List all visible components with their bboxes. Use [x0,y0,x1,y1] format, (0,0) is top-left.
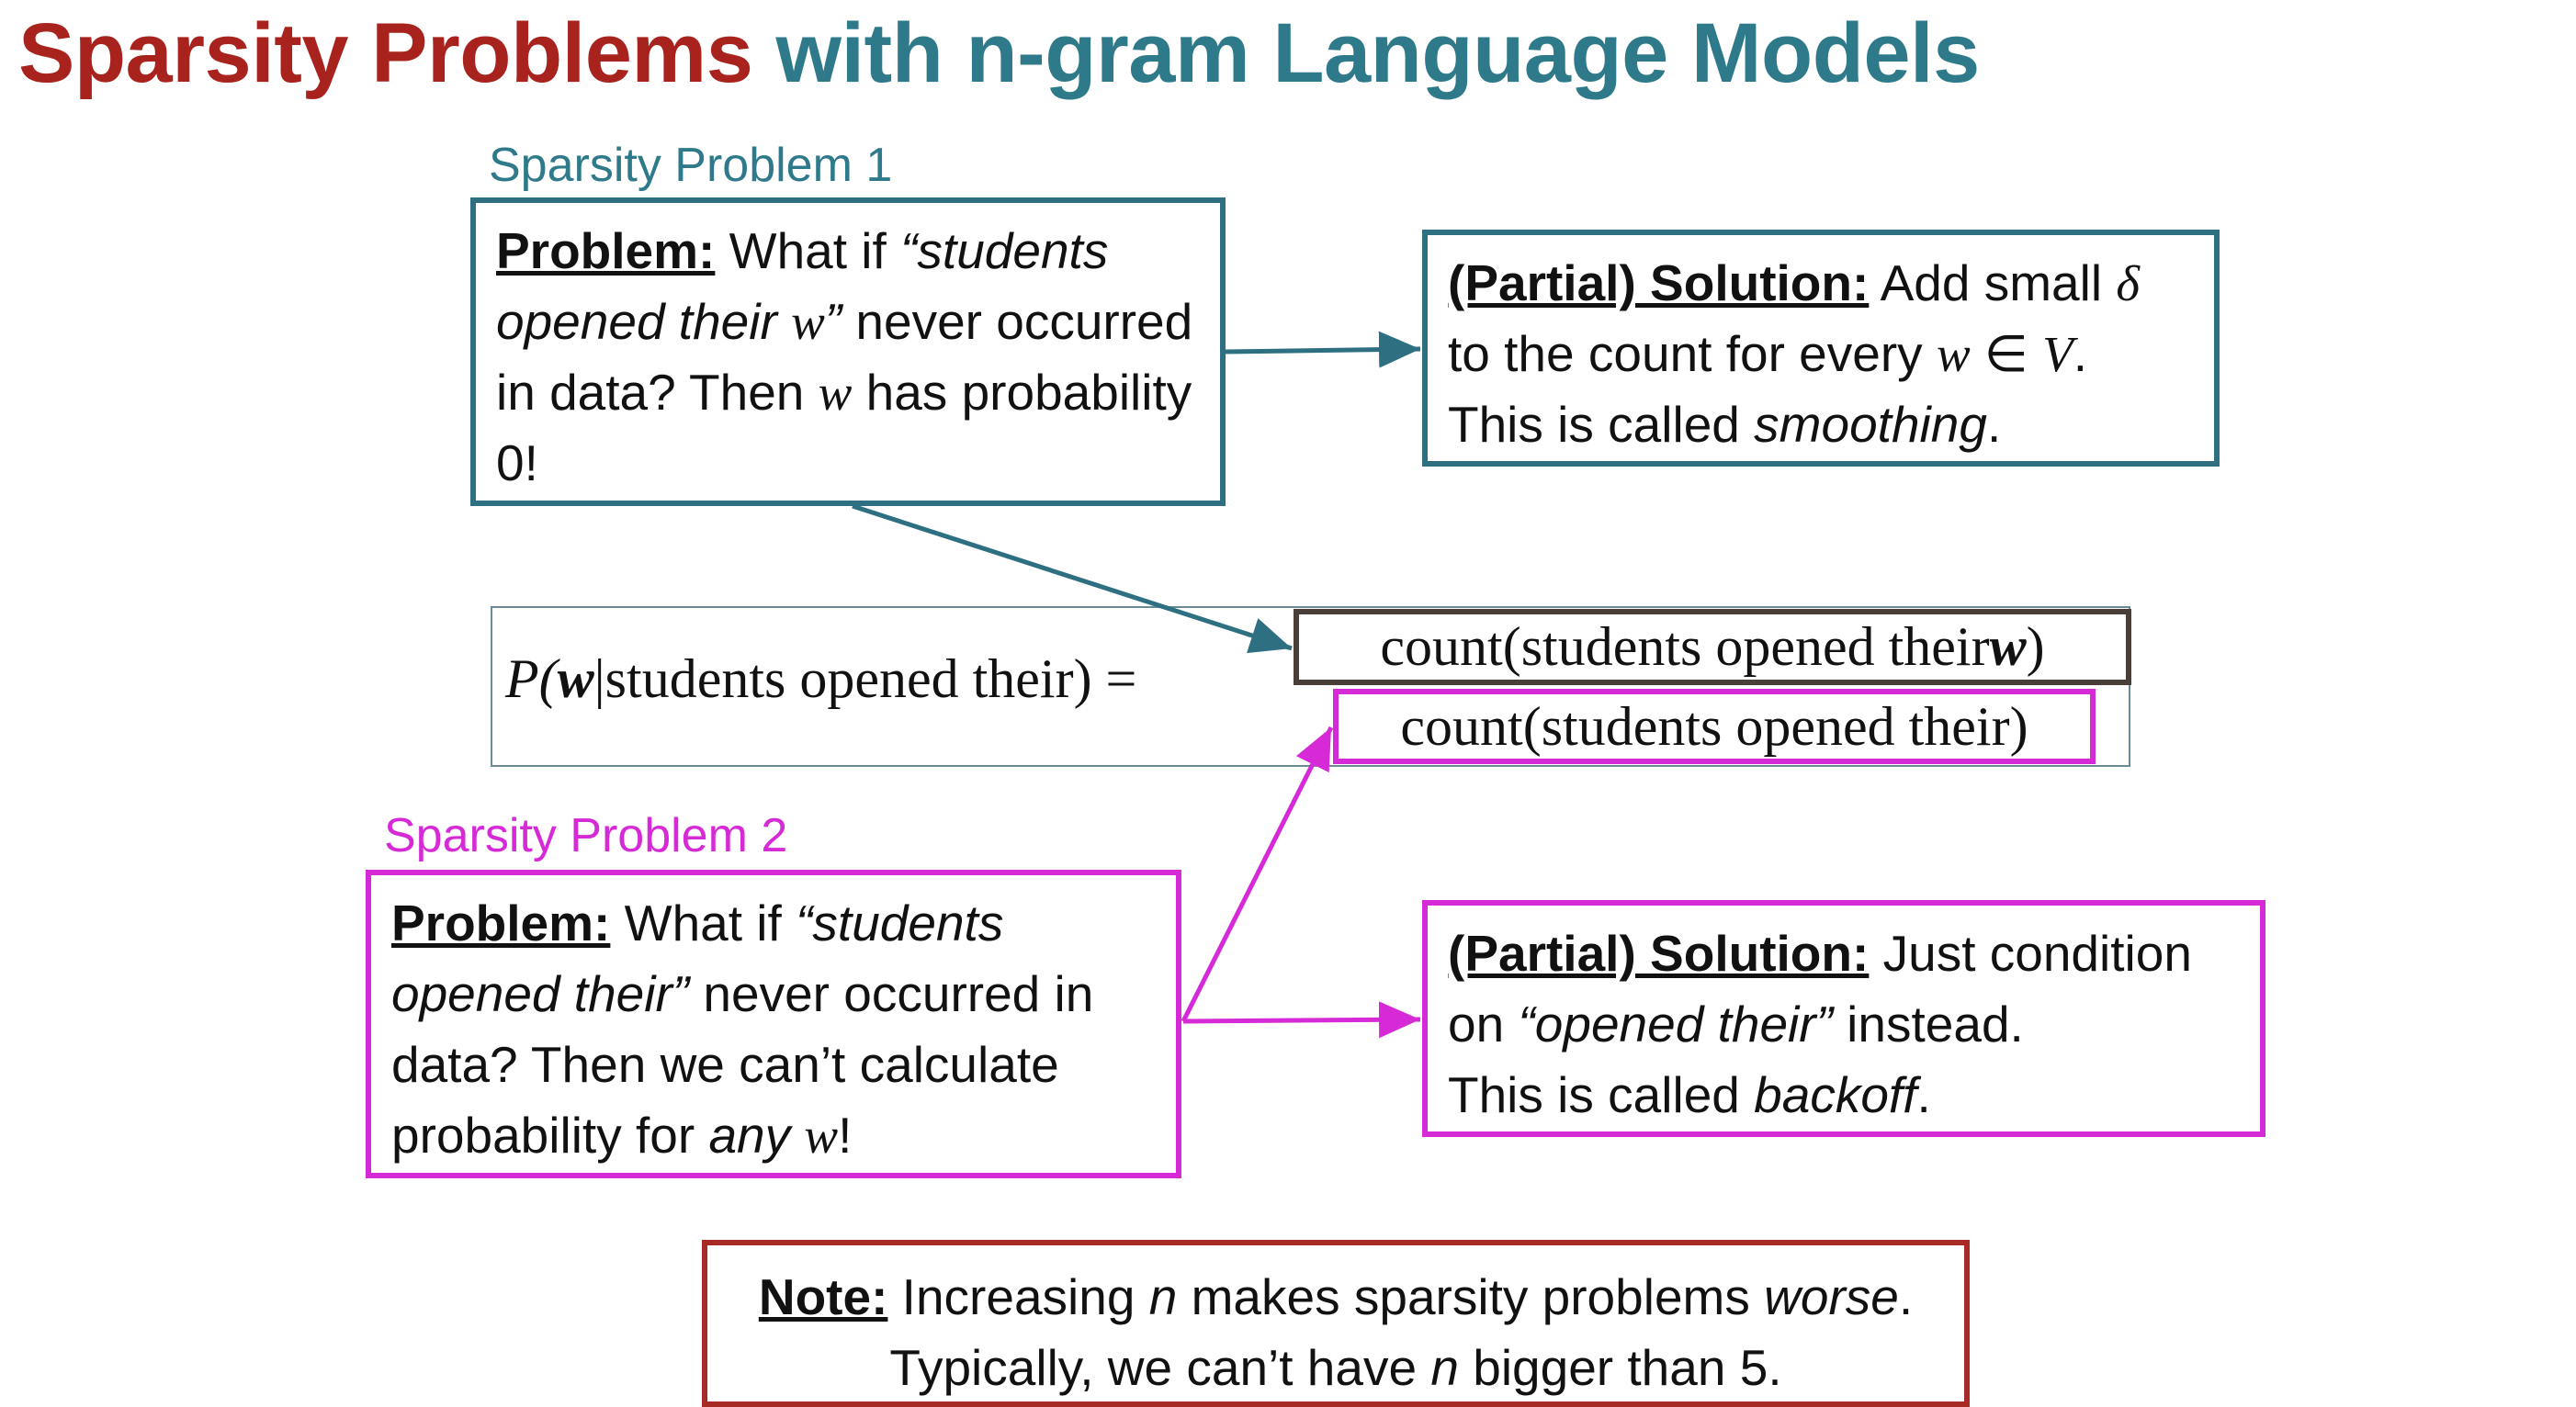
note-keyword: Note: [758,1268,888,1325]
problem2-text-2: never occurred in data? Then we can’t calculate probability for [391,965,1094,1164]
formula-p: P( [505,648,558,709]
title-part-teal: with n-gram Language Models [775,6,1980,100]
solution1-period: . [2073,325,2088,382]
title-part-red: Sparsity Problems [18,6,753,100]
note-period: . [1898,1268,1914,1325]
solution1-text-2: to the count for every [1448,325,1937,382]
problem2-var-w: w [804,1108,839,1164]
numerator-w: w [1989,616,2027,677]
problem1-quote: “students opened their [496,222,1109,350]
note-worse: worse [1764,1268,1899,1325]
problem1-var-w2: w [818,365,853,421]
solution1-var-w: w [1936,326,1971,382]
problem2-quote: “students opened their” [391,895,1004,1022]
solution2-text-1: Just condition on [1448,925,2192,1052]
note-text-1: Increasing [887,1268,1149,1325]
numerator-text-a: count(students opened their [1380,616,1990,677]
solution2-text-2: instead. [1832,996,2024,1052]
note-text-4: bigger than 5. [1458,1339,1782,1396]
problem2-keyword: Problem: [391,895,611,951]
problem1-quote-close: ” [824,293,842,350]
problem1-text-3: has probability 0! [496,364,1192,491]
problem1-text-2: never occurred in data? Then [496,293,1193,421]
problem1-var-w: w [791,294,825,350]
solution1-keyword: (Partial) Solution: [1448,254,1870,311]
problem1-text-1: What if [715,222,901,279]
arrow-problem2-to-denominator [1183,727,1331,1021]
solution2-quote: “opened their” [1518,996,1833,1052]
note-n: n [1148,1268,1178,1325]
solution1-elem: ∈ [1970,325,2043,382]
solution2-period: . [1916,1066,1931,1123]
arrow-problem1-to-numerator [853,506,1292,648]
note-text-2: makes sparsity problems [1177,1268,1765,1325]
solution2-text-3: This is called [1448,1066,1755,1123]
numerator-text-b: ) [2026,616,2045,677]
formula-denominator: count(students opened their) [1333,689,2096,764]
solution2-backoff: backoff [1754,1066,1917,1123]
formula-lhs-rest: |students opened their) = [593,648,1137,709]
solution1-var-v: V [2042,326,2073,382]
problem2-bang: ! [838,1107,853,1164]
problem2-label: Sparsity Problem 2 [384,809,788,862]
problem1-label: Sparsity Problem 1 [489,139,893,192]
arrow-problem1-to-solution1 [1226,349,1420,352]
solution1-text-1: Add small [1869,254,2117,311]
solution1-period-2: . [1986,396,2002,453]
solution2-keyword: (Partial) Solution: [1448,925,1870,982]
solution1-delta: δ [2116,255,2140,311]
problem2-text-1: What if [610,895,797,951]
solution1-smoothing: smoothing [1754,396,1987,453]
formula-w: w [557,648,594,709]
problem2-any: any [708,1107,791,1164]
solution1-text-3: This is called [1448,396,1755,453]
problem1-keyword: Problem: [496,222,716,279]
note-text-3: Typically, we can’t have [889,1339,1431,1396]
note-n2: n [1430,1339,1459,1396]
arrow-problem2-to-solution2 [1183,1019,1420,1021]
